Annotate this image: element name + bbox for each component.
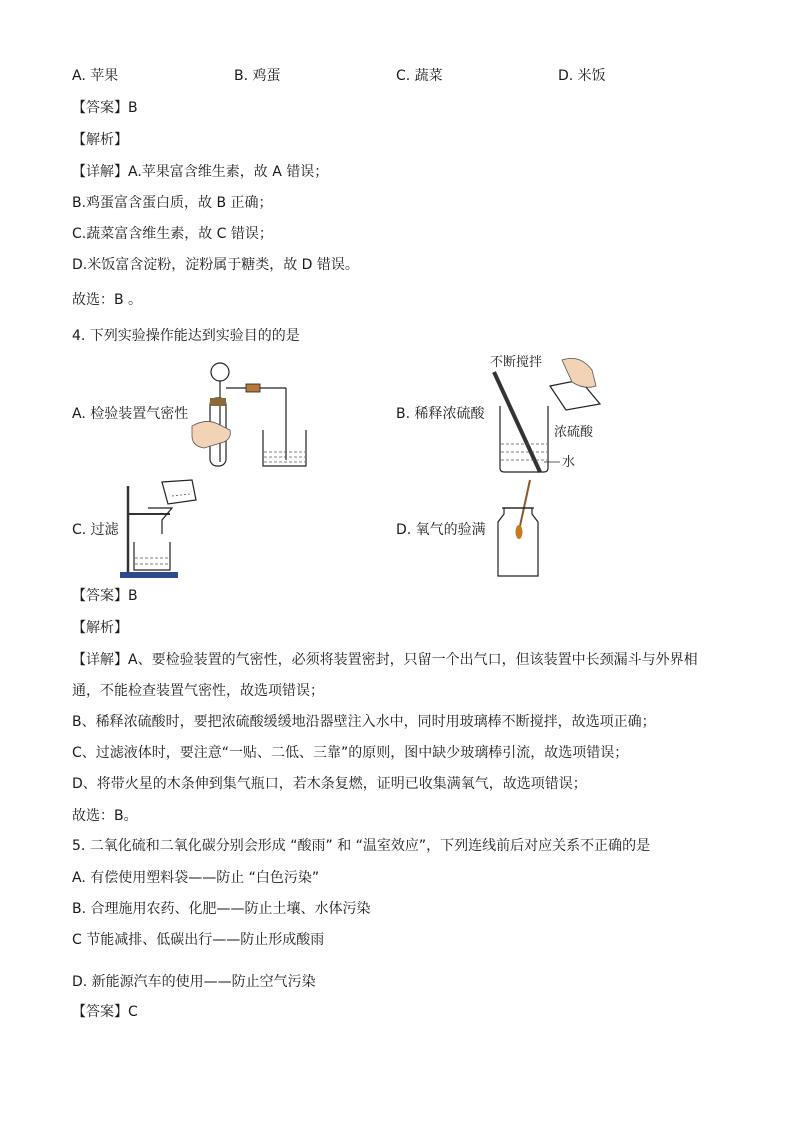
figure-oxygen-check — [494, 478, 544, 580]
q5-option-a: A. 有偿使用塑料袋——防止 “白色污染” — [72, 870, 320, 886]
q4-option-d: D. 氧气的验满 — [396, 522, 486, 538]
q4-analysis: 【解析】 — [72, 620, 128, 636]
q5-option-c: C 节能减排、低碳出行——防止形成酸雨 — [72, 932, 325, 948]
q4-conclusion: 故选：B。 — [72, 808, 138, 824]
q3-detail-3: C.蔬菜富含维生素，故 C 错误； — [72, 226, 273, 242]
q3-option-a: A. 苹果 — [72, 68, 119, 84]
q4-option-c: C. 过滤 — [72, 522, 119, 538]
q3-detail-1: 【详解】A.苹果富含维生素，故 A 错误； — [72, 164, 329, 180]
q4-detail-5: D、将带火星的木条伸到集气瓶口，若木条复燃，证明已收集满氧气，故选项错误； — [72, 776, 587, 792]
q3-option-c: C. 蔬菜 — [396, 68, 443, 84]
q4-detail-1: 【详解】A、要检验装置的气密性，必须将装置密封，只留一个出气口，但该装置中长颈漏斗与外界相 — [72, 652, 698, 668]
q3-answer: 【答案】B — [72, 100, 138, 116]
q5-answer: 【答案】C — [72, 1004, 138, 1020]
q4-option-a: A. 检验装置气密性 — [72, 406, 189, 422]
q5-stem: 5. 二氧化硫和二氧化碳分别会形成 “酸雨” 和 “温室效应”，下列连线前后对应关系不正确的是 — [72, 838, 651, 854]
figure-filtration — [120, 478, 200, 580]
q4-detail-3: B、稀释浓硫酸时，要把浓硫酸缓缓地沿器壁注入水中，同时用玻璃棒不断搅拌，故选项正确； — [72, 714, 656, 730]
q3-option-d: D. 米饭 — [558, 68, 606, 84]
q5-option-b: B. 合理施用农药、化肥——防止土壤、水体污染 — [72, 901, 371, 917]
q4-stem: 4. 下列实验操作能达到实验目的的是 — [72, 328, 300, 344]
q4-detail-2: 通，不能检查装置气密性，故选项错误； — [72, 683, 324, 699]
label-acid: 浓硫酸 — [554, 425, 594, 440]
q5-option-d: D. 新能源汽车的使用——防止空气污染 — [72, 974, 316, 990]
label-stir: 不断搅拌 — [490, 355, 543, 370]
figure-airtightness-check — [188, 360, 308, 472]
q4-answer: 【答案】B — [72, 588, 138, 604]
q4-option-b: B. 稀释浓硫酸 — [396, 406, 485, 422]
q3-analysis: 【解析】 — [72, 132, 128, 148]
q3-detail-4: D.米饭富含淀粉，淀粉属于糖类，故 D 错误。 — [72, 257, 359, 273]
q3-detail-2: B.鸡蛋富含蛋白质，故 B 正确； — [72, 195, 273, 211]
label-water: 水 — [562, 455, 576, 470]
q3-conclusion: 故选：B 。 — [72, 292, 143, 308]
figure-dilute-acid — [488, 352, 608, 478]
q3-option-b: B. 鸡蛋 — [234, 68, 281, 84]
q4-detail-4: C、过滤液体时，要注意“一贴、二低、三靠”的原则，图中缺少玻璃棒引流，故选项错误； — [72, 745, 629, 761]
